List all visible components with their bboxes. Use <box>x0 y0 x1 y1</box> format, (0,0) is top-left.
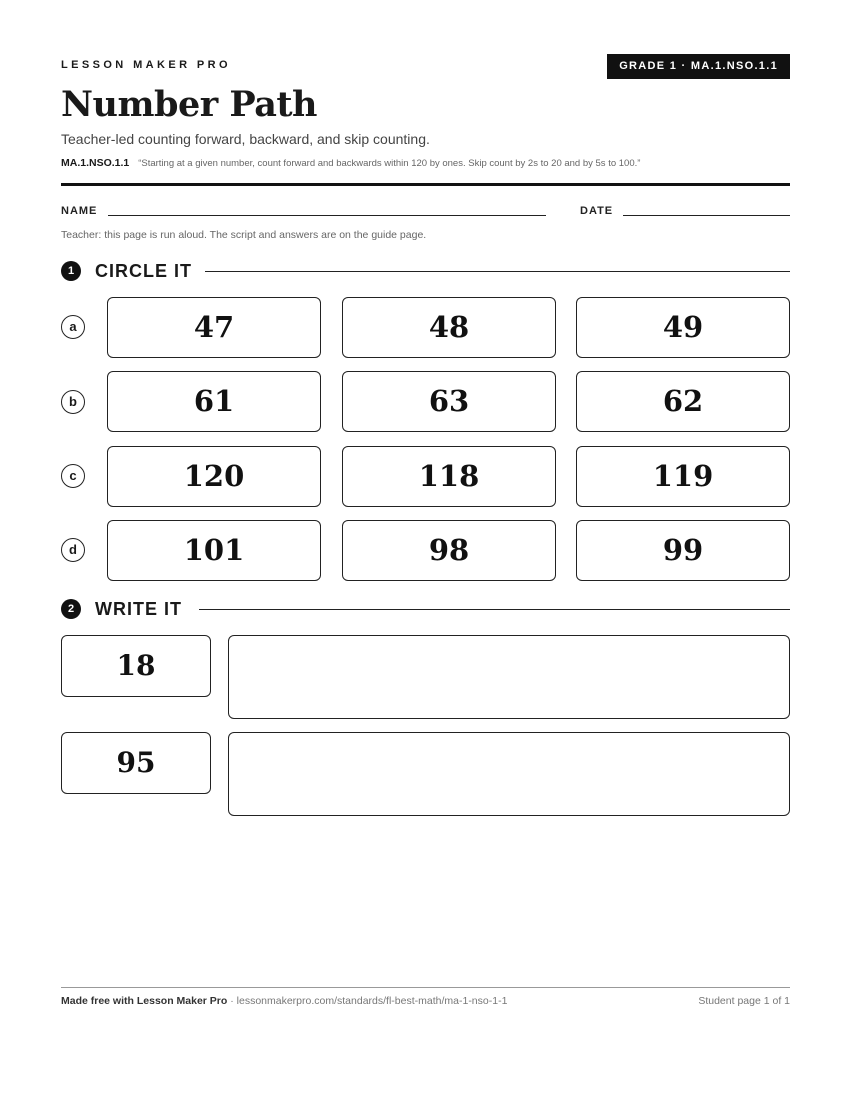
brand-name: LESSON MAKER PRO <box>61 59 231 71</box>
section-divider <box>205 271 790 272</box>
standard-code: MA.1.NSO.1.1 <box>61 157 130 169</box>
date-label: DATE <box>580 205 614 217</box>
footer-divider <box>61 987 790 988</box>
number-choice[interactable]: 98 <box>342 520 556 581</box>
header-divider <box>61 183 790 186</box>
name-label: NAME <box>61 205 98 217</box>
footer-made-with: Made free with Lesson Maker Pro <box>61 995 228 1007</box>
number-choice[interactable]: 62 <box>576 371 790 432</box>
number-choice[interactable]: 48 <box>342 297 556 358</box>
write-answer-box[interactable] <box>228 635 790 719</box>
row-letter-a: a <box>61 315 85 339</box>
footer-url[interactable]: · lessonmakerpro.com/standards/fl-best-math/ma-1-nso-1-1 <box>227 995 508 1007</box>
number-choice[interactable]: 118 <box>342 446 556 507</box>
number-choice[interactable]: 99 <box>576 520 790 581</box>
name-field[interactable] <box>108 215 546 216</box>
given-number: 95 <box>61 732 211 794</box>
teacher-note: Teacher: this page is run aloud. The script and answers are on the guide page. <box>61 229 427 241</box>
section-title: CIRCLE IT <box>95 261 192 281</box>
number-choice[interactable]: 101 <box>107 520 321 581</box>
section-number-badge: 1 <box>61 261 81 281</box>
footer-credit <box>61 995 507 1007</box>
page-title: Number Path <box>61 84 318 125</box>
footer-page-info: Student page 1 of 1 <box>698 995 790 1007</box>
section-title: WRITE IT <box>95 599 182 619</box>
grade-badge: GRADE 1 · MA.1.NSO.1.1 <box>607 54 790 79</box>
write-answer-box[interactable] <box>228 732 790 816</box>
section-write-it <box>61 597 790 619</box>
number-choice[interactable]: 120 <box>107 446 321 507</box>
standard-text: “Starting at a given number, count forward and backwards within 120 by ones. Skip count by 2s to 20 and by 5s to 100.” <box>138 158 641 169</box>
section-circle-it <box>61 259 790 281</box>
number-choice[interactable]: 61 <box>107 371 321 432</box>
row-letter-c: c <box>61 464 85 488</box>
number-choice[interactable]: 119 <box>576 446 790 507</box>
standard-description <box>61 157 640 169</box>
row-letter-b: b <box>61 390 85 414</box>
date-field[interactable] <box>623 215 790 216</box>
number-choice[interactable]: 49 <box>576 297 790 358</box>
page-subtitle: Teacher-led counting forward, backward, and skip counting. <box>61 131 430 147</box>
number-choice[interactable]: 63 <box>342 371 556 432</box>
section-divider <box>199 609 790 610</box>
given-number: 18 <box>61 635 211 697</box>
worksheet-page <box>61 0 790 1100</box>
number-choice[interactable]: 47 <box>107 297 321 358</box>
row-letter-d: d <box>61 538 85 562</box>
section-number-badge: 2 <box>61 599 81 619</box>
